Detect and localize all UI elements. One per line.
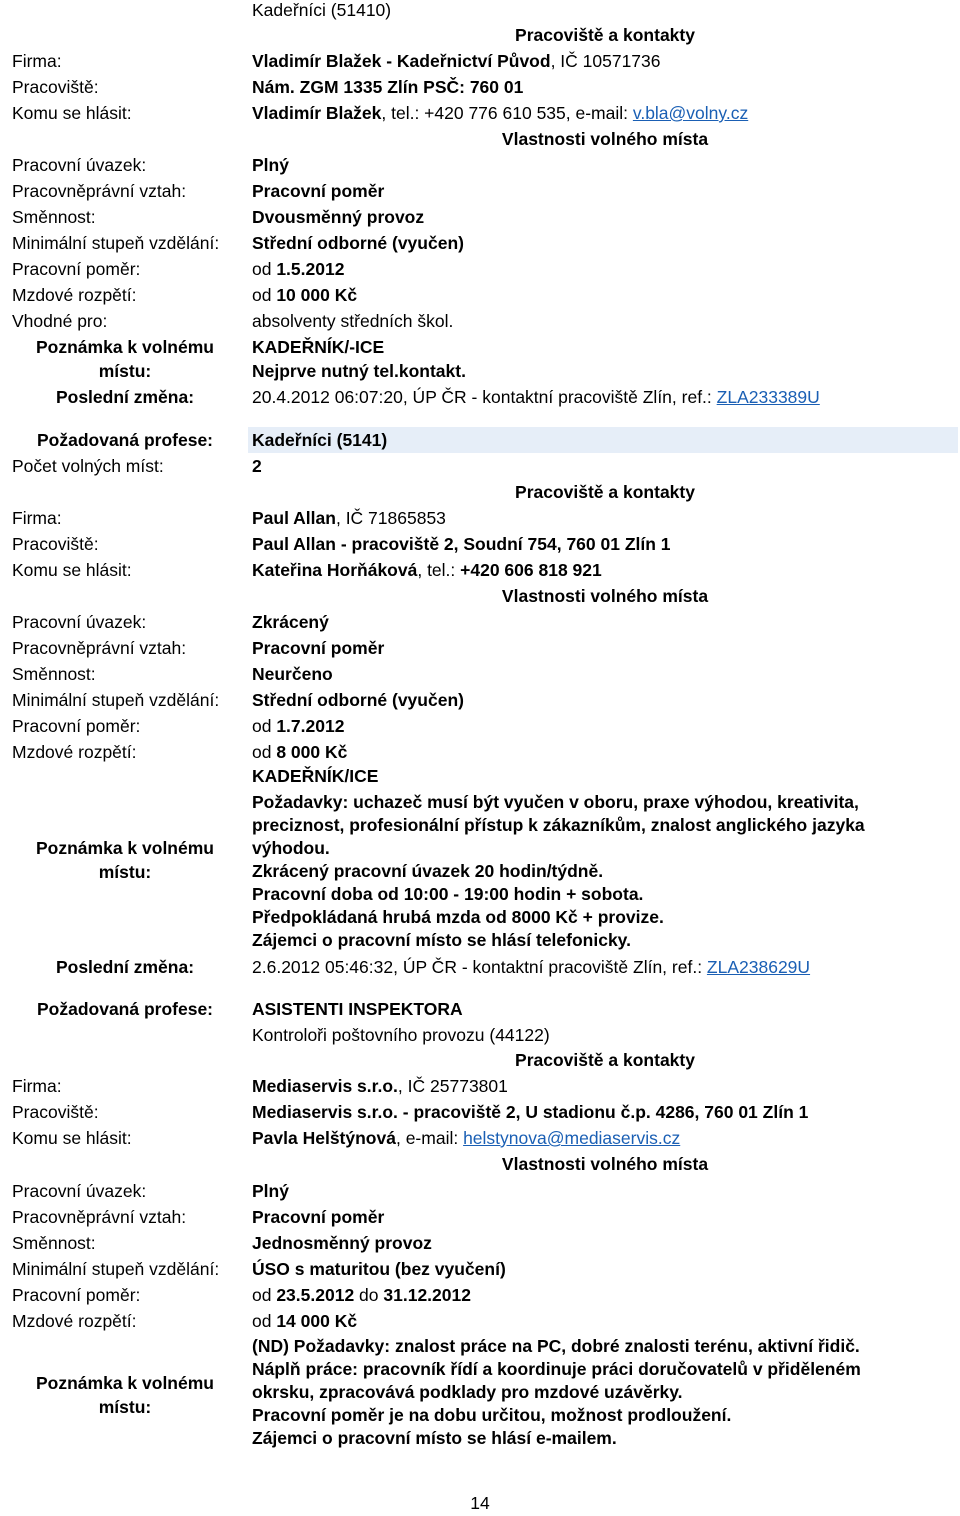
entry1-firma-row: Firma: Vladimír Blažek - Kadeřnictví Původ, IČ 10571736 [12, 51, 661, 71]
entry2-uvazek-row: Pracovní úvazek: Zkrácený [12, 612, 329, 632]
entry1-props-heading: Vlastnosti volného místa [501, 129, 709, 149]
entry1-poznamka-row-2: místu: Nejprve nutný tel.kontakt. [98, 361, 466, 381]
entry2-contacts-heading: Pracoviště a kontakty [515, 482, 695, 502]
entry3-vztah-row: Pracovněprávní vztah: Pracovní poměr [12, 1207, 385, 1227]
entry2-poznamka-row: KADEŘNÍK/ICE Požadavky: uchazeč musí být vyučen v oboru, praxe výhodou, kreativita, preciznost, profesionální přístup k zákazníkům, znalost anglického jazyka výhodou. Zkrácený pracovní úvazek 20 hodin/týdně. Pracovní doba od 10:00 - 19:00 hodin + sobota. Předpokládaná hrubá mzda od 8000 Kč + provize. Zájemci o pracovní místo se hlásí telefonicky. Poznámka k volnému místu: [36, 766, 865, 950]
entry1-mzda-row: Mzdové rozpětí: od 10 000 Kč [12, 285, 358, 305]
entry2-pracoviste-row: Pracoviště: Paul Allan - pracoviště 2, Soudní 754, 760 01 Zlín 1 [12, 534, 671, 554]
entry2-firma-row: Firma: Paul Allan, IČ 71865853 [12, 508, 446, 528]
entry3-profese-sub-row: Kontroloři poštovního provozu (44122) [252, 1025, 550, 1045]
entry1-pomer-row: Pracovní poměr: od 1.5.2012 [12, 259, 345, 279]
entry1-vhodne-row: Vhodné pro: absolventy středních škol. [12, 311, 454, 331]
entry2-smennost-row: Směnnost: Neurčeno [12, 664, 333, 684]
entry2-props-heading: Vlastnosti volného místa [501, 586, 709, 606]
entry1-smennost-row: Směnnost: Dvousměnný provoz [12, 207, 425, 227]
entry2-pocet-row: Počet volných míst: 2 [12, 456, 262, 476]
entry3-komu-row: Komu se hlásit: Pavla Helštýnová, e-mail: helstynova@mediaservis.cz [12, 1128, 681, 1148]
email-link[interactable]: helstynova@mediaservis.cz [463, 1128, 681, 1148]
entry3-props-heading: Vlastnosti volného místa [501, 1154, 709, 1174]
entry3-mzda-row: Mzdové rozpětí: od 14 000 Kč [12, 1311, 358, 1331]
entry1-vzdelani-row: Minimální stupeň vzdělání: Střední odborné (vyučen) [12, 233, 464, 253]
entry2-vzdelani-row: Minimální stupeň vzdělání: Střední odborné (vyučen) [12, 690, 464, 710]
entry2-komu-row: Komu se hlásit: Kateřina Horňáková, tel.: +420 606 818 921 [12, 560, 602, 580]
entry1-title [0, 0, 960, 23]
entry3-firma-row: Firma: Mediaservis s.r.o., IČ 25773801 [12, 1076, 508, 1096]
entry1-vztah-row: Pracovněprávní vztah: Pracovní poměr [12, 181, 385, 201]
profession-title: Kadeřníci (5141) [252, 430, 388, 450]
email-link[interactable]: v.bla@volny.cz [632, 103, 749, 123]
ref-link[interactable]: ZLA238629U [706, 957, 811, 977]
entry1-zmena-row: Poslední změna: 20.4.2012 06:07:20, ÚP ČR - kontaktní pracoviště Zlín, ref.: ZLA233389U [55, 387, 820, 407]
entry3-vzdelani-row: Minimální stupeň vzdělání: ÚSO s maturitou (bez vyučení) [12, 1259, 506, 1279]
ref-link[interactable]: ZLA233389U [716, 387, 820, 407]
firma-name: Vladimír Blažek - Kadeřnictví Původ [252, 51, 551, 71]
entry1-contacts-heading: Pracoviště a kontakty [515, 25, 695, 45]
profession-title: ASISTENTI INSPEKTORA [252, 999, 463, 1019]
entry3-contacts-heading: Pracoviště a kontakty [515, 1050, 695, 1070]
entry2-vztah-row: Pracovněprávní vztah: Pracovní poměr [12, 638, 385, 658]
entry3-poznamka-row: (ND) Požadavky: znalost práce na PC, dobré znalosti terénu, aktivní řidič. Náplň práce: pracovník řídí a koordinuje práci doručovatelů v přiděleném okrsku, zpracovává podklady pro mzdové uzávěrky. Pracovní poměr je na dobu určitou, možnost prodloužení. Zájemci o pracovní místo se hlásí e-mailem. Poznámka k volnému místu: [36, 1336, 861, 1448]
entry1-poznamka-row: Poznámka k volnému KADEŘNÍK/-ICE [36, 337, 385, 357]
profession-title: Kadeřníci (51410) [252, 0, 392, 20]
entry2-zmena-row: Poslední změna: 2.6.2012 05:46:32, ÚP ČR - kontaktní pracoviště Zlín, ref.: ZLA238629U [55, 957, 811, 977]
entry2-mzda-row: Mzdové rozpětí: od 8 000 Kč [12, 742, 348, 762]
entry2-profese-row: Požadovaná profese: Kadeřníci (5141) [0, 427, 960, 453]
entry1-uvazek-row: Pracovní úvazek: Plný [12, 155, 289, 175]
entry2-pomer-row: Pracovní poměr: od 1.7.2012 [12, 716, 345, 736]
page-number: 14 [470, 1493, 490, 1513]
entry3-pomer-row: Pracovní poměr: od 23.5.2012 do 31.12.2012 [12, 1285, 471, 1305]
entry3-smennost-row: Směnnost: Jednosměnný provoz [12, 1233, 432, 1253]
entry3-uvazek-row: Pracovní úvazek: Plný [12, 1181, 289, 1201]
entry1-pracoviste-row: Pracoviště: Nám. ZGM 1335 Zlín PSČ: 760 01 [12, 77, 524, 97]
entry1-komu-row: Komu se hlásit: Vladimír Blažek, tel.: +420 776 610 535, e-mail: v.bla@volny.cz [12, 103, 749, 123]
entry3-profese-row: Požadovaná profese: ASISTENTI INSPEKTORA [0, 996, 960, 1022]
entry3-pracoviste-row: Pracoviště: Mediaservis s.r.o. - pracoviště 2, U stadionu č.p. 4286, 760 01 Zlín 1 [12, 1102, 809, 1122]
